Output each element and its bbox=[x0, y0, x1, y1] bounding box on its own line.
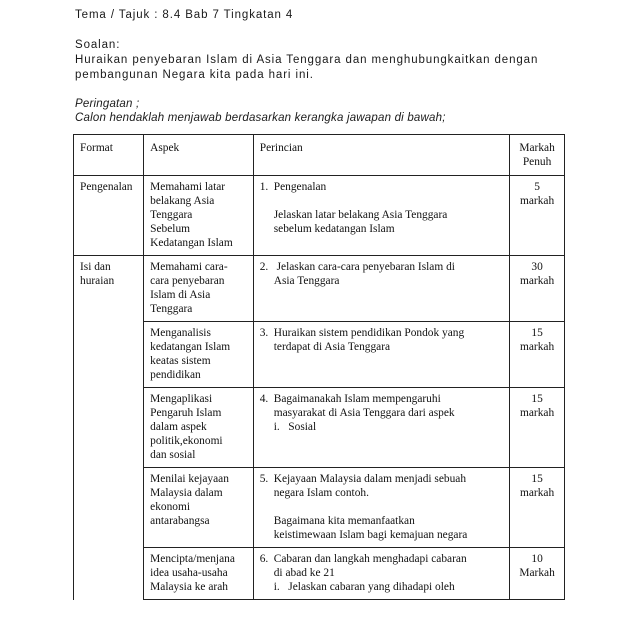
format-cell: Pengenalan bbox=[74, 176, 144, 256]
markah-cell: 15 markah bbox=[510, 468, 565, 548]
aspek-cell: Mencipta/menjana idea usaha-usaha Malaysia ke arah bbox=[144, 548, 254, 600]
header-perincian: Perincian bbox=[253, 135, 509, 176]
table-header-row bbox=[74, 135, 565, 176]
header-markah: Markah Penuh bbox=[510, 135, 565, 176]
perincian-cell: 5. Kejayaan Malaysia dalam menjadi sebuah negara Islam contoh. Bagaimana kita memanfaatkan keistimewaan Islam bagi kemajuan negara bbox=[253, 468, 509, 548]
perincian-cell: 6. Cabaran dan langkah menghadapi cabaran di abad ke 21 i. Jelaskan cabaran yang dihadapi oleh bbox=[253, 548, 509, 600]
header-format: Format bbox=[74, 135, 144, 176]
format-cell bbox=[74, 388, 144, 468]
table-row bbox=[74, 322, 565, 388]
table-row bbox=[74, 388, 565, 468]
header-aspek: Aspek bbox=[144, 135, 254, 176]
aspek-cell: Memahami cara- cara penyebaran Islam di Asia Tenggara bbox=[144, 256, 254, 322]
perincian-cell: 1. Pengenalan Jelaskan latar belakang Asia Tenggara sebelum kedatangan Islam bbox=[253, 176, 509, 256]
format-cell: Isi dan huraian bbox=[74, 256, 144, 322]
table-row bbox=[74, 256, 565, 322]
aspek-cell: Menilai kejayaan Malaysia dalam ekonomi antarabangsa bbox=[144, 468, 254, 548]
markah-cell: 30 markah bbox=[510, 256, 565, 322]
topic-line: Tema / Tajuk : 8.4 Bab 7 Tingkatan 4 bbox=[75, 9, 294, 21]
question-label: Soalan: bbox=[75, 39, 121, 51]
question-text bbox=[75, 53, 538, 83]
aspek-cell: Memahami latar belakang Asia Tenggara Sebelum Kedatangan Islam bbox=[144, 176, 254, 256]
format-cell bbox=[74, 322, 144, 388]
table-row bbox=[74, 468, 565, 548]
aspek-cell: Menganalisis kedatangan Islam keatas sistem pendidikan bbox=[144, 322, 254, 388]
warning-label: Peringatan ; bbox=[75, 98, 140, 110]
markah-cell: 10 Markah bbox=[510, 548, 565, 600]
perincian-cell: 4. Bagaimanakah Islam mempengaruhi masyarakat di Asia Tenggara dari aspek i. Sosial bbox=[253, 388, 509, 468]
table-row bbox=[74, 548, 565, 600]
question-line-1: Huraikan penyebaran Islam di Asia Tenggara dan menghubungkaitkan dengan bbox=[75, 54, 539, 66]
warning bbox=[75, 97, 446, 125]
format-cell bbox=[74, 548, 144, 600]
markah-cell: 15 markah bbox=[510, 322, 565, 388]
perincian-cell: 2. Jelaskan cara-cara penyebaran Islam di Asia Tenggara bbox=[253, 256, 509, 322]
markah-cell: 15 markah bbox=[510, 388, 565, 468]
table-row bbox=[74, 176, 565, 256]
markah-cell: 5 markah bbox=[510, 176, 565, 256]
warning-text: Calon hendaklah menjawab berdasarkan kerangka jawapan di bawah; bbox=[75, 112, 446, 124]
perincian-cell: 3. Huraikan sistem pendidikan Pondok yang terdapat di Asia Tenggara bbox=[253, 322, 509, 388]
format-cell bbox=[74, 468, 144, 548]
aspek-cell: Mengaplikasi Pengaruh Islam dalam aspek politik,ekonomi dan sosial bbox=[144, 388, 254, 468]
question-line-2: pembangunan Negara kita pada hari ini. bbox=[75, 69, 314, 81]
answer-framework-table bbox=[73, 134, 565, 600]
